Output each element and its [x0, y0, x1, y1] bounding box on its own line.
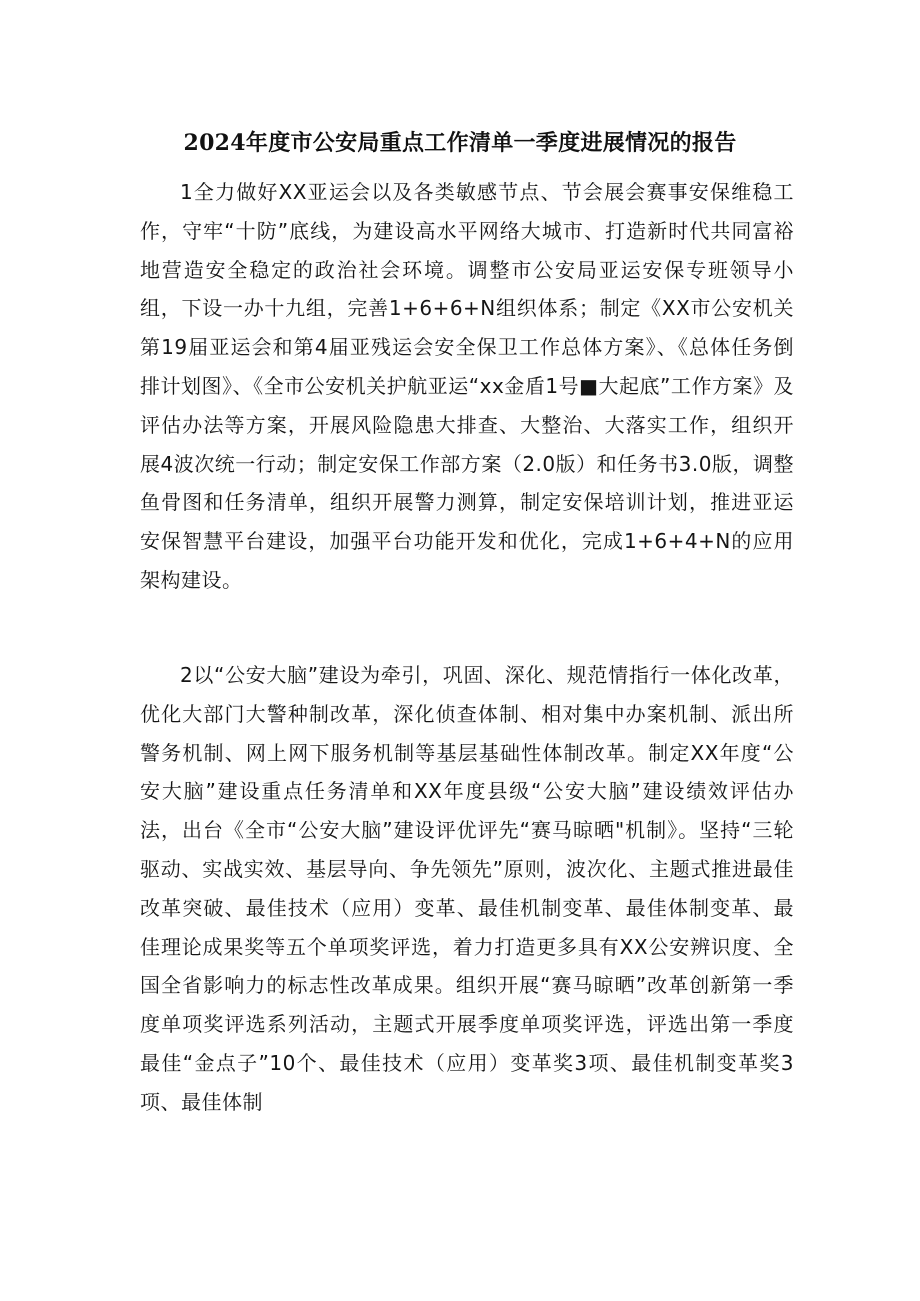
paragraph-1: 1全力做好XX亚运会以及各类敏感节点、节会展会赛事安保维稳工作，守牢“十防”底线，为建设高水平网络大城市、打造新时代共同富裕地营造安全稳定的政治社会环境。调整市公安局亚运安保专班领导小组，下设一办十九组，完善1+6+6+N组织体系；制定《XX市公安机关第19届亚运会和第4届亚残运会安全保卫工作总体方案》、《总体任务倒排计划图》、《全市公安机关护航亚运“xx金盾1号■大起底”工作方案》及评估办法等方案，开展风险隐患大排查、大整治、大落实工作，组织开展4波次统一行动；制定安保工作部方案（2.0版）和任务书3.0版，调整鱼骨图和任务清单，组织开展警力测算，制定安保培训计划，推进亚运安保智慧平台建设，加强平台功能开发和优化，完成1+6+4+N的应用架构建设。: [140, 180, 794, 592]
paragraph-2: 2以“公安大脑”建设为牵引，巩固、深化、规范情指行一体化改革，优化大部门大警种制改革，深化侦查体制、相对集中办案机制、派出所警务机制、网上网下服务机制等基层基础性体制改革。制定XX年度“公安大脑”建设重点任务清单和XX年度县级“公安大脑”建设绩效评估办法，出台《全市“公安大脑”建设评优评先“赛马晾晒"机制》。坚持“三轮驱动、实战实效、基层导向、争先领先”原则，波次化、主题式推进最佳改革突破、最佳技术（应用）变革、最佳机制变革、最佳体制变革、最佳理论成果奖等五个单项奖评选，着力打造更多具有XX公安辨识度、全国全省影响力的标志性改革成果。组织开展“赛马晾晒”改革创新第一季度单项奖评选系列活动，主题式开展季度单项奖评选，评选出第一季度最佳“金点子”10个、最佳技术（应用）变革奖3项、最佳机制变革奖3项、最佳体制: [140, 663, 794, 1114]
document-title: 2024年度市公安局重点工作清单一季度进展情况的报告: [183, 130, 737, 156]
